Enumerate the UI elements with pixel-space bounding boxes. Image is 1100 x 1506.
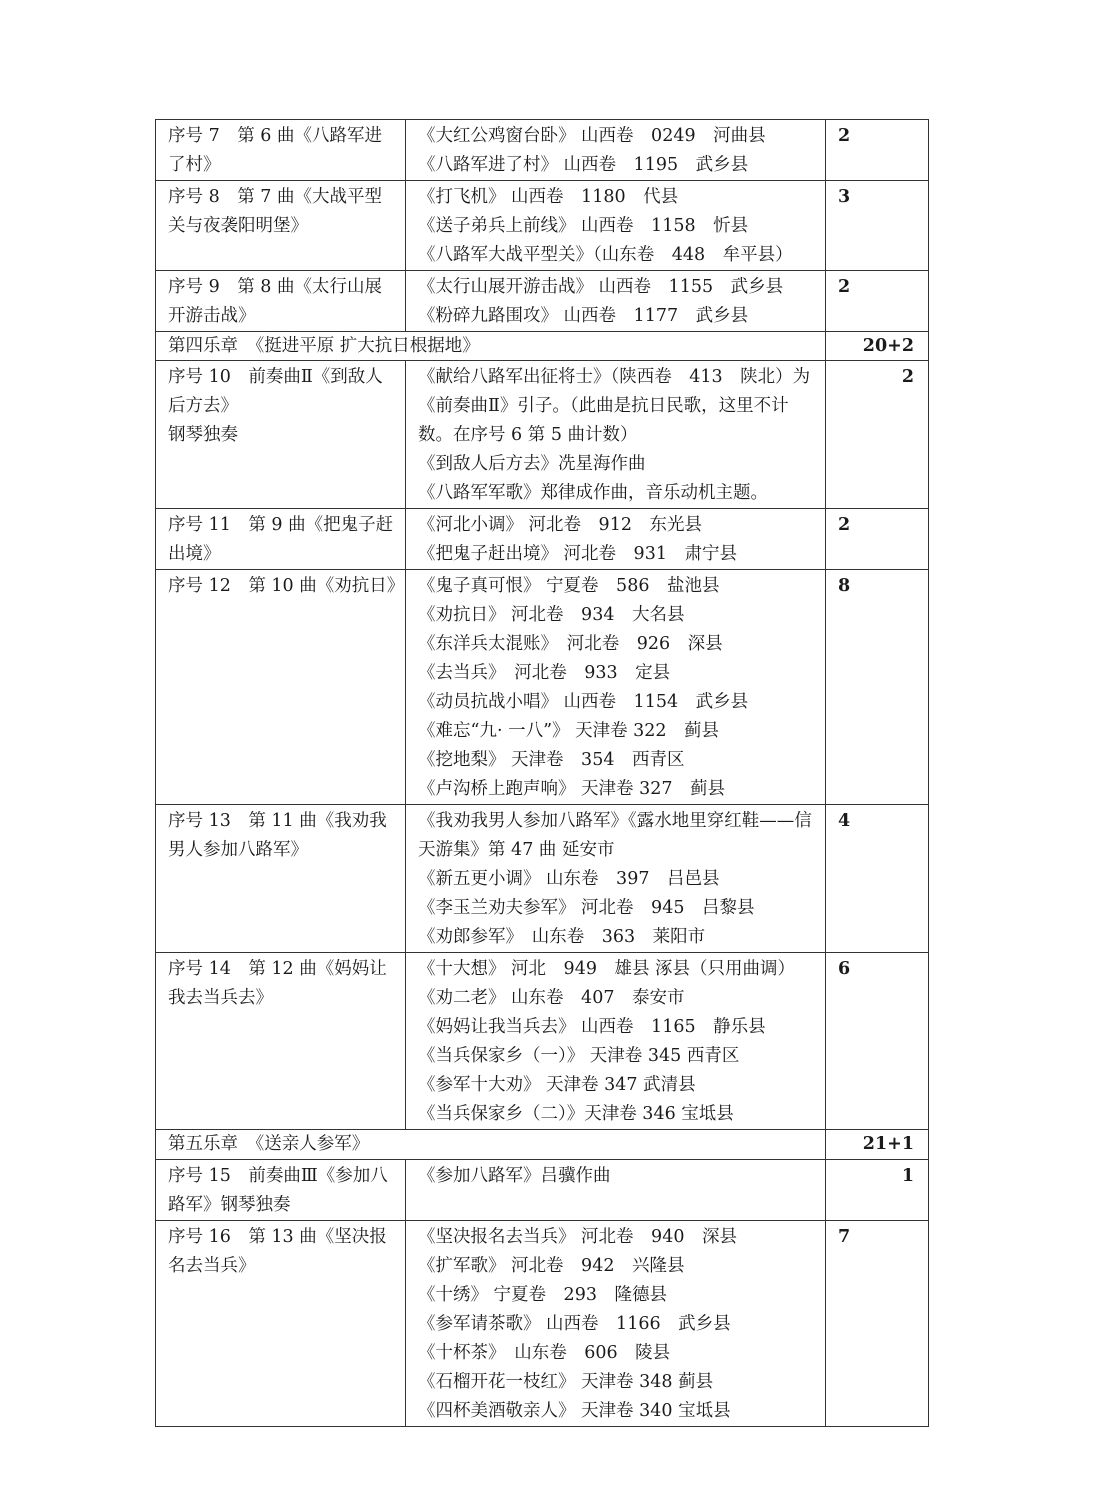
table-row bbox=[156, 271, 929, 332]
section-count: 21+1 bbox=[826, 1130, 929, 1160]
source-song: 《我劝我男人参加八路军》《露水地里穿红鞋——信天游集》第 47 曲 延安市 bbox=[418, 811, 812, 860]
source-song: 《献给八路军出征将士》（陕西卷 413 陕北）为《前奏曲Ⅱ》引子。（此曲是抗日民歌，这里不计数。在序号 6 第 5 曲计数） bbox=[418, 367, 811, 445]
source-songs-cell bbox=[406, 361, 826, 509]
source-songs-cell bbox=[406, 1221, 826, 1427]
source-songs-cell bbox=[406, 953, 826, 1130]
source-song: 《八路军军歌》郑律成作曲，音乐动机主题。 bbox=[418, 483, 768, 503]
piece-title: 序号 9 第 8 曲《太行山展开游击战》 bbox=[168, 277, 382, 326]
song-count: 7 bbox=[826, 1221, 929, 1427]
piece-cell bbox=[156, 271, 406, 332]
piece-cell bbox=[156, 361, 406, 509]
song-count: 2 bbox=[826, 509, 929, 570]
table-row bbox=[156, 1221, 929, 1427]
source-song: 《十杯茶》 山东卷 606 陵县 bbox=[418, 1343, 671, 1363]
piece-subtitle: 钢琴独奏 bbox=[168, 425, 238, 445]
piece-title: 序号 15 前奏曲Ⅲ《参加八路军》钢琴独奏 bbox=[168, 1166, 388, 1215]
source-song: 《石榴开花一枝红》 天津卷 348 蓟县 bbox=[418, 1372, 714, 1392]
song-count: 2 bbox=[826, 271, 929, 332]
song-count: 6 bbox=[826, 953, 929, 1130]
source-songs-cell bbox=[406, 509, 826, 570]
source-song: 《动员抗战小唱》 山西卷 1154 武乡县 bbox=[418, 692, 749, 712]
source-song: 《扩军歌》 河北卷 942 兴隆县 bbox=[418, 1256, 685, 1276]
source-songs-cell bbox=[406, 1160, 826, 1221]
table-row bbox=[156, 570, 929, 805]
piece-title: 序号 13 第 11 曲《我劝我男人参加八路军》 bbox=[168, 811, 387, 860]
table-row bbox=[156, 805, 929, 953]
source-song: 《参军请茶歌》 山西卷 1166 武乡县 bbox=[418, 1314, 731, 1334]
piece-cell bbox=[156, 953, 406, 1130]
source-song: 《四杯美酒敬亲人》 天津卷 340 宝坻县 bbox=[418, 1401, 731, 1421]
source-song: 《劝二老》 山东卷 407 泰安市 bbox=[418, 988, 685, 1008]
source-song: 《鬼子真可恨》 宁夏卷 586 盐池县 bbox=[418, 576, 720, 596]
piece-cell bbox=[156, 509, 406, 570]
song-count: 2 bbox=[826, 361, 929, 509]
source-song: 《劝郎参军》 山东卷 363 莱阳市 bbox=[418, 927, 706, 947]
table-row bbox=[156, 1160, 929, 1221]
table-row bbox=[156, 509, 929, 570]
piece-cell bbox=[156, 1160, 406, 1221]
source-song: 《妈妈让我当兵去》 山西卷 1165 静乐县 bbox=[418, 1017, 766, 1037]
source-song: 《大红公鸡窗台卧》 山西卷 0249 河曲县 bbox=[418, 126, 766, 146]
source-songs-cell bbox=[406, 120, 826, 181]
section-title: 第四乐章 《挺进平原 扩大抗日根据地》 bbox=[156, 332, 826, 361]
source-song: 《太行山展开游击战》 山西卷 1155 武乡县 bbox=[418, 277, 784, 297]
source-song: 《当兵保家乡（一）》 天津卷 345 西青区 bbox=[418, 1046, 740, 1066]
source-song: 《八路军进了村》 山西卷 1195 武乡县 bbox=[418, 155, 749, 175]
piece-cell bbox=[156, 805, 406, 953]
table-row bbox=[156, 120, 929, 181]
song-source-table bbox=[155, 119, 929, 1427]
source-song: 《李玉兰劝夫参军》 河北卷 945 吕黎县 bbox=[418, 898, 755, 918]
source-song: 《八路军大战平型关》（山东卷 448 牟平县） bbox=[418, 245, 793, 265]
source-song: 《把鬼子赶出境》 河北卷 931 肃宁县 bbox=[418, 544, 737, 564]
source-song: 《坚决报名去当兵》 河北卷 940 深县 bbox=[418, 1227, 737, 1247]
source-song: 《十绣》 宁夏卷 293 隆德县 bbox=[418, 1285, 667, 1305]
source-song: 《当兵保家乡（二）》天津卷 346 宝坻县 bbox=[418, 1104, 734, 1124]
source-song: 《送子弟兵上前线》 山西卷 1158 忻县 bbox=[418, 216, 749, 236]
piece-title: 序号 14 第 12 曲《妈妈让我去当兵去》 bbox=[168, 959, 387, 1008]
source-song: 《参加八路军》吕骥作曲 bbox=[418, 1166, 611, 1186]
table-body bbox=[156, 120, 929, 1427]
section-title: 第五乐章 《送亲人参军》 bbox=[156, 1130, 826, 1160]
source-song: 《劝抗日》 河北卷 934 大名县 bbox=[418, 605, 685, 625]
piece-cell bbox=[156, 120, 406, 181]
piece-title: 序号 16 第 13 曲《坚决报名去当兵》 bbox=[168, 1227, 387, 1276]
song-count: 3 bbox=[826, 181, 929, 271]
piece-title: 序号 11 第 9 曲《把鬼子赶出境》 bbox=[168, 515, 394, 564]
piece-title: 序号 8 第 7 曲《大战平型关与夜袭阳明堡》 bbox=[168, 187, 382, 236]
table-row bbox=[156, 361, 929, 509]
piece-title: 序号 10 前奏曲Ⅱ《到敌人后方去》 bbox=[168, 367, 383, 416]
source-songs-cell bbox=[406, 181, 826, 271]
source-song: 《新五更小调》 山东卷 397 吕邑县 bbox=[418, 869, 720, 889]
piece-cell bbox=[156, 181, 406, 271]
source-song: 《到敌人后方去》冼星海作曲 bbox=[418, 454, 646, 474]
source-songs-cell bbox=[406, 271, 826, 332]
source-song: 《参军十大劝》 天津卷 347 武清县 bbox=[418, 1075, 696, 1095]
song-count: 1 bbox=[826, 1160, 929, 1221]
source-song: 《粉碎九路围攻》 山西卷 1177 武乡县 bbox=[418, 306, 749, 326]
source-songs-cell bbox=[406, 805, 826, 953]
source-song: 《挖地梨》 天津卷 354 西青区 bbox=[418, 750, 685, 770]
source-song: 《难忘“九· 一八”》 天津卷 322 蓟县 bbox=[418, 721, 720, 741]
song-count: 4 bbox=[826, 805, 929, 953]
song-count: 8 bbox=[826, 570, 929, 805]
source-song: 《去当兵》 河北卷 933 定县 bbox=[418, 663, 671, 683]
source-song: 《打飞机》 山西卷 1180 代县 bbox=[418, 187, 679, 207]
source-song: 《卢沟桥上跑声响》 天津卷 327 蓟县 bbox=[418, 779, 726, 799]
source-songs-cell bbox=[406, 570, 826, 805]
piece-cell bbox=[156, 570, 406, 805]
song-count: 2 bbox=[826, 120, 929, 181]
section-count: 20+2 bbox=[826, 332, 929, 361]
section-row bbox=[156, 1130, 929, 1160]
section-row bbox=[156, 332, 929, 361]
piece-title: 序号 7 第 6 曲《八路军进了村》 bbox=[168, 126, 382, 175]
source-song: 《东洋兵太混账》 河北卷 926 深县 bbox=[418, 634, 723, 654]
piece-cell bbox=[156, 1221, 406, 1427]
piece-title: 序号 12 第 10 曲《劝抗日》 bbox=[168, 576, 405, 596]
source-song: 《河北小调》 河北卷 912 东光县 bbox=[418, 515, 702, 535]
table-row bbox=[156, 181, 929, 271]
table-row bbox=[156, 953, 929, 1130]
source-song: 《十大想》 河北 949 雄县 涿县（只用曲调） bbox=[418, 959, 796, 979]
